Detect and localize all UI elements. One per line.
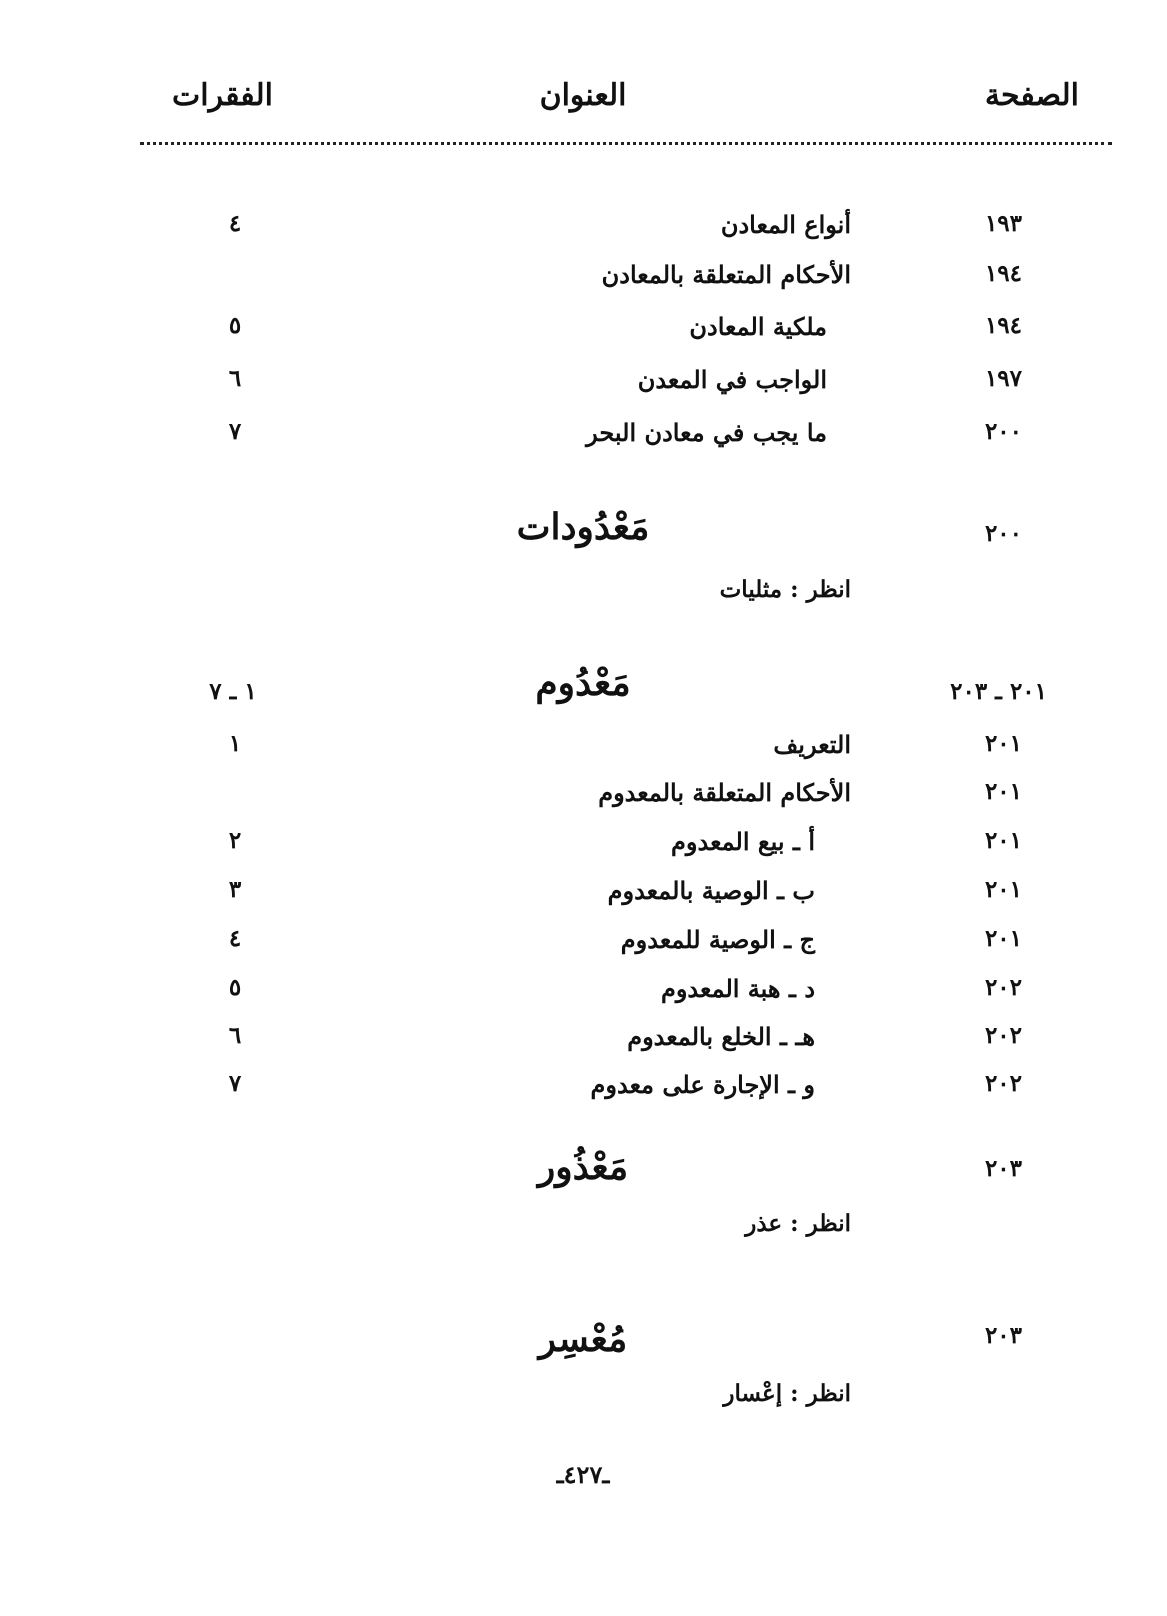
index-row [0, 974, 1167, 1018]
row-title: التعريف [773, 730, 851, 759]
header-page-column: الصفحة [984, 78, 1079, 113]
entry-page: ٢٠١ ـ ٢٠٣ [950, 678, 1047, 705]
entry-page: ٢٠٣ [984, 1322, 1022, 1349]
row-paragraph: ٤ [228, 210, 242, 237]
row-page: ٢٠١ [984, 827, 1022, 854]
index-row [0, 1070, 1167, 1114]
row-page: ١٩٤ [984, 260, 1022, 287]
index-row [0, 418, 1167, 462]
row-title: د ـ هبة المعدوم [660, 974, 815, 1003]
index-row [0, 1022, 1167, 1066]
index-row [0, 365, 1167, 409]
page-number: ـ٤٢٧ـ [556, 1460, 610, 1489]
see-also: انظر : إعْسار [723, 1380, 851, 1407]
row-title: الواجب في المعدن [637, 365, 827, 394]
row-paragraph: ٣ [228, 876, 242, 903]
row-title: ب ـ الوصية بالمعدوم [607, 876, 815, 905]
row-title: و ـ الإجارة على معدوم [590, 1070, 815, 1099]
entry-heading: مُعْسِر [538, 1318, 628, 1360]
row-paragraph: ٤ [228, 925, 242, 952]
entry-heading: مَعْذُور [537, 1146, 629, 1188]
row-title: الأحكام المتعلقة بالمعادن [601, 260, 851, 289]
row-page: ٢٠١ [984, 925, 1022, 952]
entry-heading: مَعْدُودات [516, 506, 650, 548]
row-paragraph: ٦ [228, 1022, 242, 1049]
row-paragraph: ٥ [228, 974, 242, 1001]
header-title-column: العنوان [539, 78, 627, 113]
index-row [0, 210, 1167, 254]
row-paragraph: ٦ [228, 365, 242, 392]
row-page: ٢٠٢ [984, 1022, 1022, 1049]
header-paragraphs-column: الفقرات [172, 78, 273, 113]
index-row [0, 312, 1167, 356]
row-page: ١٩٤ [984, 312, 1022, 339]
row-title: ج ـ الوصية للمعدوم [620, 925, 815, 954]
row-paragraph: ٧ [228, 418, 242, 445]
row-page: ٢٠٢ [984, 1070, 1022, 1097]
index-row [0, 827, 1167, 871]
row-title: أنواع المعادن [720, 210, 851, 239]
entry-paragraphs: ١ ـ ٧ [209, 678, 257, 705]
see-also: انظر : عذر [745, 1210, 851, 1237]
row-paragraph: ٢ [228, 827, 242, 854]
row-title: الأحكام المتعلقة بالمعدوم [598, 778, 851, 807]
row-title: ما يجب في معادن البحر [586, 418, 827, 447]
header-dotted-rule [140, 142, 1112, 145]
entry-heading: مَعْدُوم [535, 662, 631, 704]
row-title: هـ ـ الخلع بالمعدوم [627, 1022, 815, 1051]
index-row [0, 925, 1167, 969]
row-title: أ ـ بيع المعدوم [671, 827, 815, 856]
row-paragraph: ١ [228, 730, 242, 757]
row-page: ٢٠١ [984, 876, 1022, 903]
row-page: ٢٠١ [984, 730, 1022, 757]
row-page: ٢٠٠ [984, 418, 1022, 445]
row-page: ١٩٧ [984, 365, 1022, 392]
entry-page: ٢٠٣ [984, 1155, 1022, 1182]
row-page: ٢٠٢ [984, 974, 1022, 1001]
row-paragraph: ٧ [228, 1070, 242, 1097]
row-title: ملكية المعادن [689, 312, 827, 341]
index-row [0, 730, 1167, 774]
index-row [0, 260, 1167, 304]
index-row [0, 876, 1167, 920]
row-page: ١٩٣ [984, 210, 1022, 237]
entry-page: ٢٠٠ [984, 520, 1022, 547]
row-paragraph: ٥ [228, 312, 242, 339]
row-page: ٢٠١ [984, 778, 1022, 805]
index-row [0, 778, 1167, 822]
see-also: انظر : مثليات [719, 576, 851, 603]
